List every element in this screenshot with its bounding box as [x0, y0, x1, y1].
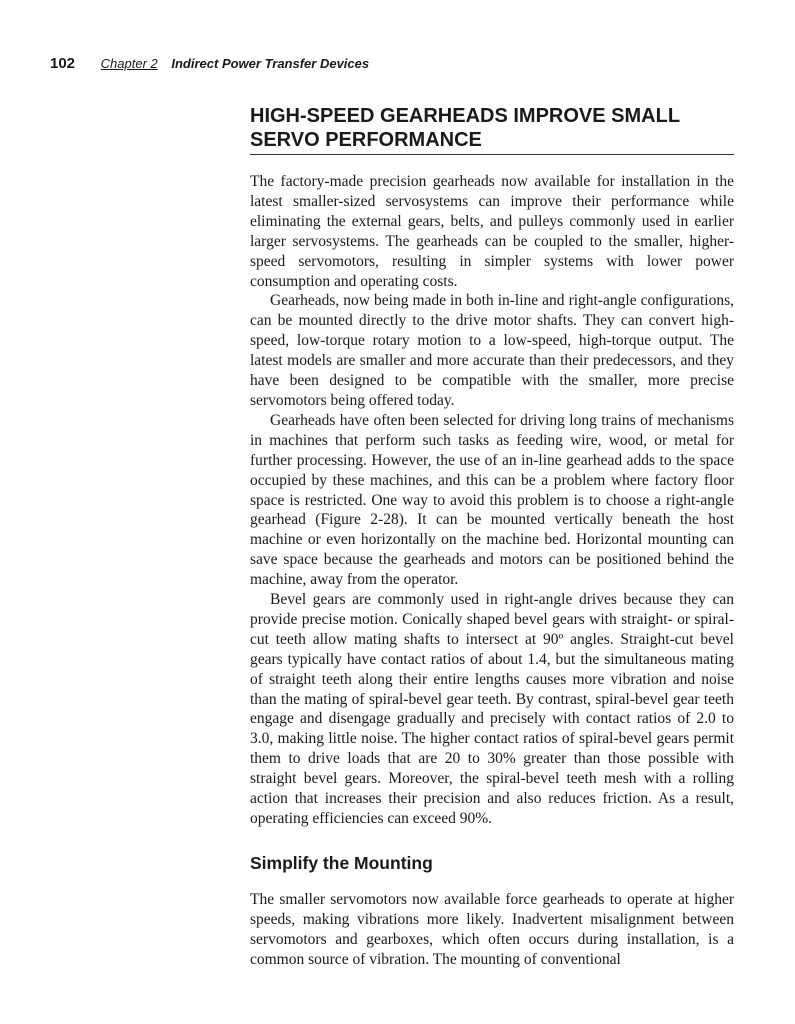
chapter-title: Indirect Power Transfer Devices — [171, 56, 370, 71]
section-heading: Simplify the Mounting — [250, 853, 433, 873]
section-body — [250, 890, 734, 970]
article-title: HIGH-SPEED GEARHEADS IMPROVE SMALL SERVO PERFORMANCE — [250, 104, 734, 155]
paragraph: Gearheads, now being made in both in-line and right-angle configurations, can be mounted directly to the drive motor shafts. They can convert high-speed, low-torque rotary motion to a low-speed, high-torque output. The latest models are smaller and more accurate than their predecessors, and they have been designed to be compatible with the smaller, more precise servomotors being offered today. — [250, 292, 734, 409]
running-head — [50, 55, 369, 72]
page-number: 102 — [50, 55, 76, 72]
paragraph: The smaller servomotors now available force gearheads to operate at higher speeds, making vibrations more likely. Inadvertent misalignment between servomotors and gearboxes, which often occurs during installation, is a common source of vibration. The mounting of conventional — [250, 891, 734, 968]
paragraph: Gearheads have often been selected for driving long trains of mechanisms in machines that perform such tasks as feeding wire, wood, or metal for further processing. However, the use of an in-line gearhead adds to the space occupied by these machines, and this can be a problem where factory floor space is restricted. One way to avoid this problem is to choose a right-angle gearhead (Figure 2-28). It can be mounted vertically beneath the host machine or even horizontally on the machine bed. Horizontal mounting can save space because the gearheads and motors can be positioned behind the machine, away from the operator. — [250, 411, 734, 589]
paragraph: The factory-made precision gearheads now available for installation in the latest smaller-sized servosystems can improve their performance while eliminating the external gears, belts, and pulleys commonly used in earlier larger servosystems. The gearheads can be coupled to the smaller, higher-speed servomotors, resulting in simpler systems with lower power consumption and operating costs. — [250, 173, 734, 290]
article-body — [250, 172, 734, 829]
paragraph: Bevel gears are commonly used in right-angle drives because they can provide precise motion. Conically shaped bevel gears with straight- or spiral-cut teeth allow mating shafts to intersect at 90º angles. Straight-cut bevel gears typically have contact ratios of about 1.4, but the simultaneous mating of straight teeth along their entire lengths causes more vibration and noise than the mating of spiral-bevel gear teeth. By contrast, spiral-bevel gear teeth engage and disengage gradually and precisely with contact ratios of 2.0 to 3.0, making little noise. The higher contact ratios of spiral-bevel gears permit them to drive loads that are 20 to 30% greater than those possible with straight bevel gears. Moreover, the spiral-bevel teeth mesh with a rolling action that increases their precision and also reduces friction. As a result, operating efficiencies can exceed 90%. — [250, 591, 734, 827]
chapter-label: Chapter 2 — [100, 56, 158, 71]
